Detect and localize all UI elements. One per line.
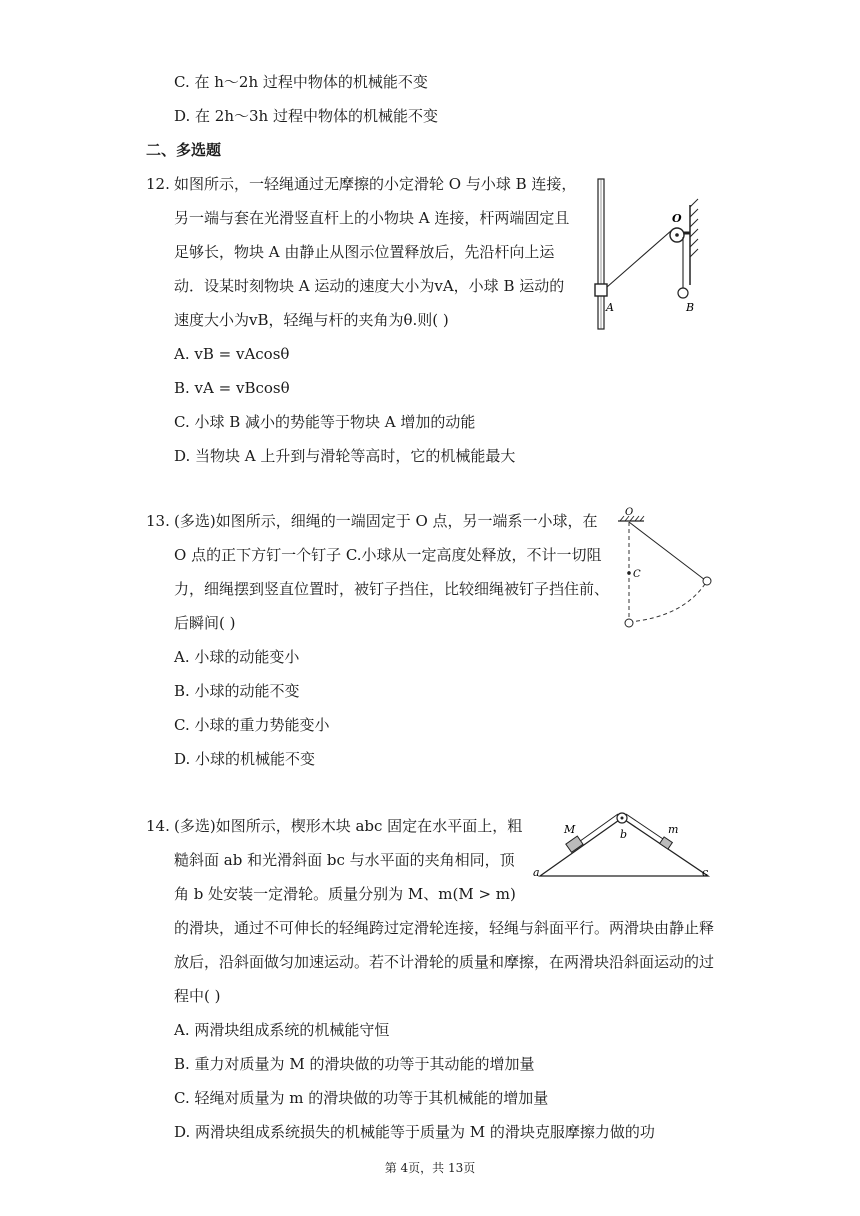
q14-number: 14.: [146, 817, 170, 835]
q13-text-line: (多选)如图所示，细绳的一端固定于 O 点，另一端系一小球，在: [174, 512, 598, 530]
q13-nail-c: [627, 571, 631, 575]
q12-ball-b: [678, 288, 688, 298]
q12-option-c: C. 小球 B 减小的势能等于物块 A 增加的动能: [174, 413, 476, 431]
q13-ball-bottom: [625, 619, 633, 627]
q14-option-c: C. 轻绳对质量为 m 的滑块做的功等于其机械能的增加量: [174, 1089, 549, 1107]
q12-option-a: A. vB = vAcosθ: [174, 345, 290, 363]
q13-label-c: C: [633, 569, 641, 580]
q12-rope: [607, 230, 672, 287]
q14-label-M: M: [564, 823, 576, 836]
q12-text-line: 足够长，物块 A 由静止从图示位置释放后，先沿杆向上运: [174, 243, 555, 261]
q12-text-line: 另一端与套在光滑竖直杆上的小物块 A 连接，杆两端固定且: [174, 209, 570, 227]
q11-option-c: C. 在 h～2h 过程中物体的机械能不变: [174, 73, 428, 91]
q13-text-line: 力，细绳摆到竖直位置时，被钉子挡住，比较细绳被钉子挡住前、: [174, 580, 610, 598]
q12-label-b: B: [686, 301, 695, 314]
page-footer: 第 4页，共 13页: [384, 1161, 476, 1175]
q13-option-b: B. 小球的动能不变: [174, 682, 300, 700]
q14-option-d: D. 两滑块组成系统损失的机械能等于质量为 M 的滑块克服摩擦力做的功: [174, 1123, 655, 1141]
q13-option-d: D. 小球的机械能不变: [174, 750, 316, 768]
q12-text-line: 如图所示，一轻绳通过无摩擦的小定滑轮 O 与小球 B 连接，: [174, 175, 577, 193]
q13-label-o: O: [625, 507, 634, 518]
q13-ball-released: [703, 577, 711, 585]
q14-figure: [530, 808, 720, 880]
q13-arc-dashed: [629, 584, 705, 622]
q12-text-line: 速度大小为vB，轻绳与杆的夹角为θ.则( ): [174, 311, 449, 329]
q14-text-line: 角 b 处安装一定滑轮。质量分别为 M、m(M > m): [174, 885, 516, 903]
q13-number: 13.: [146, 512, 170, 530]
q12-label-o: O: [672, 212, 682, 225]
q11-option-d: D. 在 2h～3h 过程中物体的机械能不变: [174, 107, 438, 125]
q13-figure: [612, 505, 722, 635]
q13-option-a: A. 小球的动能变小: [174, 648, 300, 666]
q13-text-line: 后瞬间( ): [174, 614, 236, 632]
q14-label-m: m: [668, 823, 679, 836]
q14-label-b: b: [620, 828, 628, 841]
q12-option-d: D. 当物块 A 上升到与滑轮等高时，它的机械能最大: [174, 447, 516, 465]
q14-text-line: 糙斜面 ab 和光滑斜面 bc 与水平面的夹角相同，顶: [174, 851, 515, 869]
q12-block-a: [595, 284, 607, 296]
q12-number: 12.: [146, 175, 170, 193]
q13-option-c: C. 小球的重力势能变小: [174, 716, 330, 734]
section-title: 二、多选题: [146, 141, 222, 159]
q14-option-a: A. 两滑块组成系统的机械能守恒: [174, 1021, 390, 1039]
q14-text-line: 程中( ): [174, 987, 221, 1005]
q13-text-line: O 点的正下方钉一个钉子 C.小球从一定高度处释放，不计一切阻: [174, 546, 602, 564]
q12-text-line: 动．设某时刻物块 A 运动的速度大小为vA，小球 B 运动的: [174, 277, 565, 295]
q12-figure: [590, 175, 710, 335]
q14-option-b: B. 重力对质量为 M 的滑块做的功等于其动能的增加量: [174, 1055, 535, 1073]
q14-text-line: (多选)如图所示，楔形木块 abc 固定在水平面上，粗: [174, 817, 523, 835]
q12-option-b: B. vA = vBcosθ: [174, 379, 290, 397]
q14-text-line: 放后，沿斜面做匀加速运动。若不计滑轮的质量和摩擦，在两滑块沿斜面运动的过: [174, 953, 715, 971]
q14-text-line: 的滑块，通过不可伸长的轻绳跨过定滑轮连接，轻绳与斜面平行。两滑块由静止释: [174, 919, 715, 937]
q12-label-a: A: [606, 301, 614, 314]
q14-label-c: c: [702, 866, 709, 879]
q14-label-a: a: [533, 866, 540, 879]
